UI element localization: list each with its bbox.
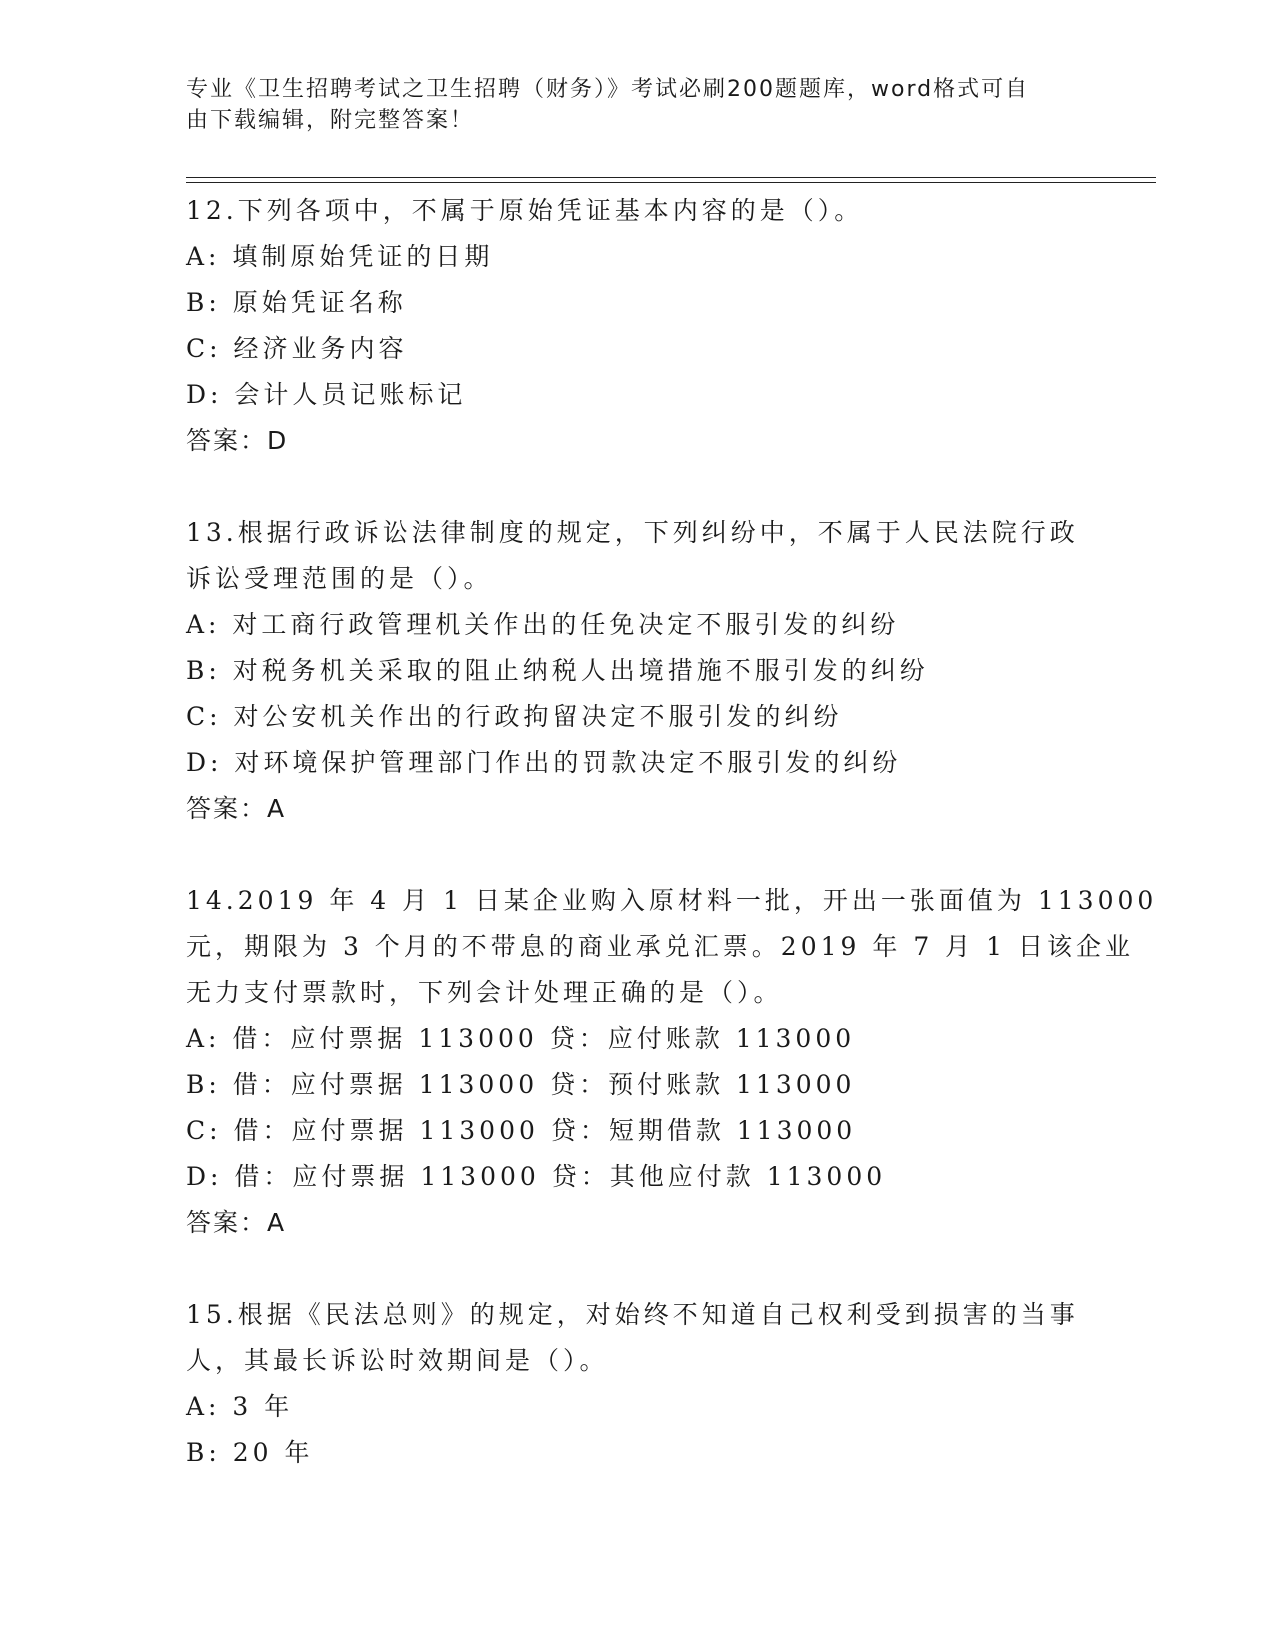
option-d: D: 对环境保护管理部门作出的罚款决定不服引发的纠纷 bbox=[186, 748, 902, 777]
header-divider-top bbox=[186, 177, 1156, 178]
option-d: D: 会计人员记账标记 bbox=[186, 380, 467, 409]
question-stem-continued: 无力支付票款时，下列会计处理正确的是（）。 bbox=[186, 978, 783, 1007]
header-line-2: 由下载编辑，附完整答案！ bbox=[186, 108, 475, 133]
option-b: B: 20 年 bbox=[186, 1438, 314, 1467]
answer-text: 答案：A bbox=[186, 794, 287, 823]
option-b: B: 对税务机关采取的阻止纳税人出境措施不服引发的纠纷 bbox=[186, 656, 929, 685]
option-b: B: 借：应付票据 113000 贷：预付账款 113000 bbox=[186, 1070, 856, 1099]
option-a: A: 借：应付票据 113000 贷：应付账款 113000 bbox=[186, 1024, 856, 1053]
question-block bbox=[186, 1292, 1086, 1476]
document-header bbox=[186, 74, 1066, 136]
spacer bbox=[186, 832, 1086, 878]
option-a: A: 3 年 bbox=[186, 1392, 294, 1421]
option-c: C: 借：应付票据 113000 贷：短期借款 113000 bbox=[186, 1116, 857, 1145]
question-block bbox=[186, 878, 1158, 1246]
question-stem: 15.根据《民法总则》的规定，对始终不知道自己权利受到损害的当事 bbox=[186, 1300, 1079, 1329]
option-a: A: 对工商行政管理机关作出的任免决定不服引发的纠纷 bbox=[186, 610, 900, 639]
answer-text: 答案：A bbox=[186, 1208, 287, 1237]
question-stem-continued: 诉讼受理范围的是（）。 bbox=[186, 564, 493, 593]
option-c: C: 经济业务内容 bbox=[186, 334, 408, 363]
question-stem: 14.2019 年 4 月 1 日某企业购入原材料一批，开出一张面值为 113000 bbox=[186, 886, 1158, 915]
option-d: D: 借：应付票据 113000 贷：其他应付款 113000 bbox=[186, 1162, 887, 1191]
question-stem-continued: 元，期限为 3 个月的不带息的商业承兑汇票。2019 年 7 月 1 日该企业 bbox=[186, 932, 1134, 961]
option-c: C: 对公安机关作出的行政拘留决定不服引发的纠纷 bbox=[186, 702, 843, 731]
answer-text: 答案：D bbox=[186, 426, 289, 455]
question-list bbox=[186, 188, 1158, 1476]
option-a: A: 填制原始凭证的日期 bbox=[186, 242, 494, 271]
option-b: B: 原始凭证名称 bbox=[186, 288, 407, 317]
question-block bbox=[186, 188, 1086, 464]
spacer bbox=[186, 1246, 1086, 1292]
question-block bbox=[186, 510, 1086, 832]
header-divider-bottom bbox=[186, 182, 1156, 183]
question-stem-continued: 人，其最长诉讼时效期间是（）。 bbox=[186, 1346, 609, 1375]
header-line-1: 专业《卫生招聘考试之卫生招聘（财务）》考试必刷200题题库，word格式可自 bbox=[186, 77, 1030, 102]
spacer bbox=[186, 464, 1086, 510]
question-stem: 13.根据行政诉讼法律制度的规定，下列纠纷中，不属于人民法院行政 bbox=[186, 518, 1079, 547]
question-stem: 12.下列各项中，不属于原始凭证基本内容的是（）。 bbox=[186, 196, 864, 225]
